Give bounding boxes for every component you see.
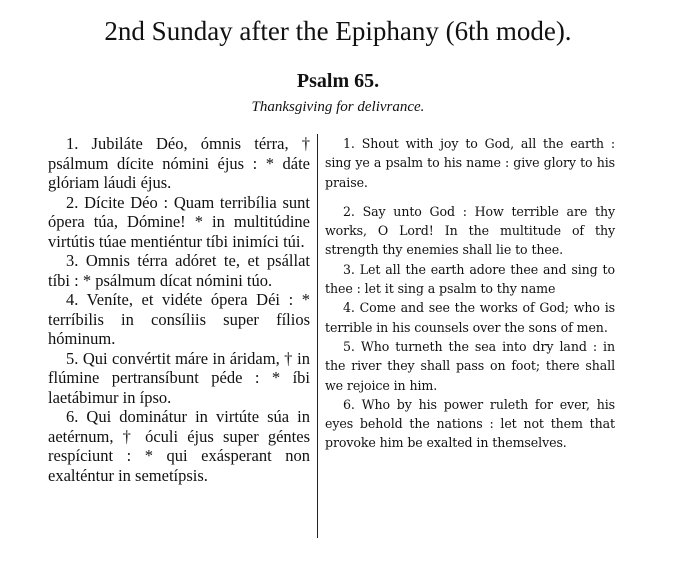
latin-verse-1: 1. Jubiláte Déo, ómnis térra, † psálmum dícite nómini éjus : * dáte glóriam láudi éjus.	[48, 134, 310, 192]
english-verse-2: 2. Say unto God : How terrible are thy works, O Lord! In the multitude of thy strength thy enemies shall lie to thee.	[325, 203, 615, 258]
latin-column	[48, 134, 310, 485]
english-verse-1: 1. Shout with joy to God, all the earth : sing ye a psalm to his name : give glory to his praise.	[325, 136, 615, 190]
latin-verse-5: 5. Qui convértit máre in áridam, † in flúmine pertransíbunt péde : * íbi laetábimur in ípso.	[48, 348, 310, 407]
latin-verse-4: 4. Veníte, et vidéte ópera Déi : * terríbilis in consíliis super fílios hóminum.	[48, 290, 310, 348]
psalm-heading: Psalm 65.	[296, 70, 380, 92]
english-verse-6: 6. Who by his power ruleth for ever, his eyes behold the nations : let not them that provoke him be exalted in themselves.	[325, 396, 615, 451]
latin-verse-2: 2. Dícite Déo : Quam terribília sunt ópera túa, Dómine! * in multitúdine virtútis túae mentiéntur tíbi inimíci túi.	[48, 192, 310, 251]
english-verse-3: 3. Let all the earth adore thee and sing to thee : let it sing a psalm to thy name	[325, 261, 615, 297]
latin-verse-6: 6. Qui dominátur in virtúte súa in aetérnum, † óculi éjus super géntes respíciunt : * qui exásperant non exalténtur in semetípsis.	[48, 407, 310, 485]
latin-verse-3: 3. Omnis térra adóret te, et psállat tíbi : * psálmum dícat nómini túo.	[48, 251, 310, 290]
english-column	[325, 134, 615, 453]
english-verse-4: 4. Come and see the works of God; who is terrible in his counsels over the sons of men.	[325, 300, 615, 335]
english-verse-5: 5. Who turneth the sea into dry land : in the river they shall pass on foot; there shall we rejoice in him.	[325, 338, 615, 393]
column-divider	[317, 134, 318, 538]
page-title: 2nd Sunday after the Epiphany (6th mode).	[104, 16, 572, 46]
psalm-subtitle: Thanksgiving for delivrance.	[251, 99, 425, 115]
